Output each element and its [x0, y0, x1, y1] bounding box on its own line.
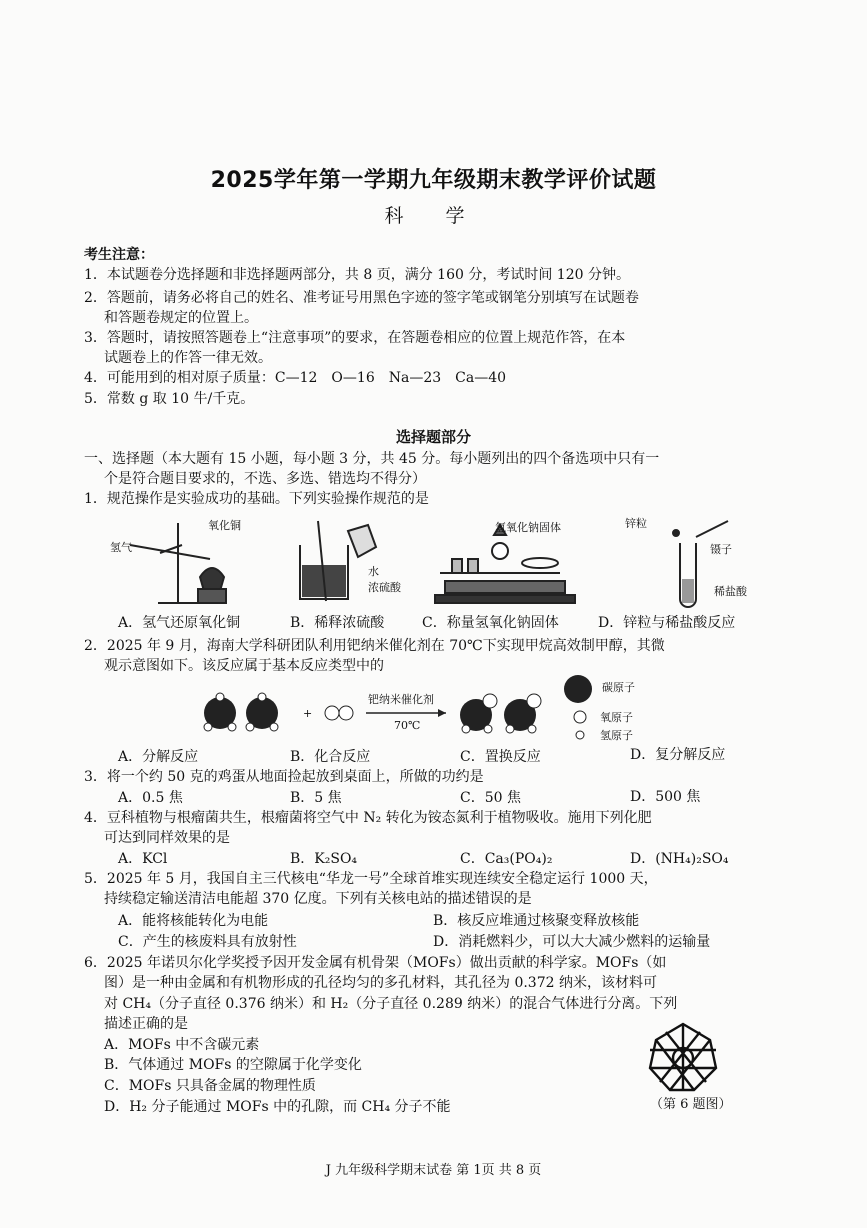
question-5-stem: 5．2025 年 5 月，我国自主三代核电“华龙一号”全球首堆实现连续安全稳定运行 1000 天， — [84, 871, 658, 887]
methanol-molecules — [460, 694, 541, 733]
atom-legend — [564, 675, 592, 739]
part1-instructions: 个是符合题目要求的，不选、多选、错选均不得分） — [104, 471, 426, 487]
arrow-head — [438, 709, 446, 717]
page-footer: J 九年级科学期末试卷 第 1页 共 8 页 — [325, 1163, 542, 1178]
legend-carbon: 碳原子 — [602, 681, 635, 694]
question-6-option-b: B．气体通过 MOFs 的空隙属于化学变化 — [104, 1057, 362, 1073]
notice-item: 和答题卷规定的位置上。 — [104, 310, 258, 326]
notice-item: 试题卷上的作答一律无效。 — [104, 350, 272, 366]
question-4-stem: 4．豆科植物与根瘤菌共生，根瘤菌将空气中 N₂ 转化为铵态氮利于植物吸收。施用下列化肥 — [84, 810, 652, 826]
legend-hydrogen: 氢原子 — [600, 729, 633, 742]
label-hcl: 稀盐酸 — [714, 585, 747, 598]
question-3-option-b: B．5 焦 — [290, 790, 342, 806]
dilution-beaker — [300, 521, 376, 601]
figure-6-caption: （第 6 题图） — [650, 1097, 732, 1112]
notice-item: 4．可能用到的相对原子质量：C—12 O—16 Na—23 Ca—40 — [84, 370, 507, 386]
question-4-option-d: D．(NH₄)₂SO₄ — [630, 851, 729, 867]
question-5-stem: 持续稳定输送清洁电能超 370 亿度。下列有关核电站的描述错误的是 — [104, 891, 532, 907]
question-6-stem: 描述正确的是 — [104, 1016, 188, 1032]
question-1-option-d: D．锌粒与稀盐酸反应 — [598, 615, 736, 631]
question-3-stem: 3．将一个约 50 克的鸡蛋从地面捡起放到桌面上，所做的功约是 — [84, 769, 484, 785]
part1-instructions: 一、选择题（本大题有 15 小题，每小题 3 分，共 45 分。每小题列出的四个备选项中只有一 — [84, 451, 660, 467]
question-6-option-a: A．MOFs 中不含碳元素 — [104, 1037, 260, 1053]
question-2-stem: 观示意图如下。该反应属于基本反应类型中的 — [104, 658, 384, 674]
label-tweezer: 镊子 — [710, 543, 732, 556]
notice-item: 3．答题时，请按照答题卷上“注意事项”的要求，在答题卷相应的位置上规范作答，在本 — [84, 330, 626, 346]
question-1-figure — [100, 515, 780, 615]
question-1-option-b: B．稀释浓硫酸 — [290, 615, 385, 631]
mofs-structure-figure — [646, 1020, 720, 1094]
question-6-option-d: D．H₂ 分子能通过 MOFs 中的孔隙，而 CH₄ 分子不能 — [104, 1099, 451, 1115]
question-5-option-a: A．能将核能转化为电能 — [118, 913, 269, 929]
question-5-option-b: B．核反应堆通过核聚变释放核能 — [433, 913, 640, 929]
exam-title: 2025学年第一学期九年级期末教学评价试题 — [210, 168, 657, 193]
methane-molecules — [204, 693, 278, 731]
question-6-option-c: C．MOFs 只具备金属的物理性质 — [104, 1078, 316, 1094]
question-2-stem: 2．2025 年 9 月，海南大学科研团队利用钯纳米催化剂在 70℃下实现甲烷高效制甲醇，其微 — [84, 638, 665, 654]
question-2-reaction-diagram — [190, 675, 710, 747]
label-zn: 锌粒 — [625, 517, 647, 530]
legend-oxygen: 氧原子 — [600, 711, 633, 724]
notice-item: 5．常数 g 取 10 牛/千克。 — [84, 391, 255, 407]
question-3-option-a: A．0.5 焦 — [118, 790, 183, 806]
temperature-label: 70℃ — [394, 719, 421, 732]
plus-sign: + — [303, 707, 313, 720]
question-6-stem: 图）是一种由金属和有机物形成的孔径均匀的多孔材料，其孔径为 0.372 纳米，该材料可 — [104, 975, 657, 991]
label-acid: 浓硫酸 — [368, 581, 401, 594]
question-3-option-c: C．50 焦 — [460, 790, 521, 806]
question-2-option-d: D．复分解反应 — [630, 747, 726, 763]
question-6-stem: 对 CH₄（分子直径 0.376 纳米）和 H₂（分子直径 0.289 纳米）的混合气体进行分离。下列 — [104, 996, 678, 1012]
question-6-stem: 6．2025 年诺贝尔化学奖授予因开发金属有机骨架（MOFs）做出贡献的科学家。MOFs（如 — [84, 955, 667, 971]
section-title: 选择题部分 — [395, 428, 471, 446]
balance-scale — [435, 525, 575, 603]
label-water: 水 — [368, 565, 379, 578]
question-5-option-d: D．消耗燃料少，可以大大减少燃料的运输量 — [433, 934, 711, 950]
catalyst-label: 钯纳米催化剂 — [368, 693, 434, 706]
question-2-option-b: B．化合反应 — [290, 749, 371, 765]
question-3-option-d: D．500 焦 — [630, 789, 701, 805]
notice-heading: 考生注意： — [84, 247, 154, 263]
question-4-option-b: B．K₂SO₄ — [290, 851, 358, 867]
label-naoh: 氢氧化钠固体 — [495, 521, 561, 534]
question-4-option-c: C．Ca₃(PO₄)₂ — [460, 851, 553, 867]
label-cuo: 氧化铜 — [208, 519, 241, 532]
question-4-stem: 可达到同样效果的是 — [104, 830, 230, 846]
oxygen-molecule — [325, 706, 353, 720]
question-1-stem: 1．规范操作是实验成功的基础。下列实验操作规范的是 — [84, 491, 429, 507]
hydrogen-reduction-apparatus — [130, 523, 226, 603]
question-2-option-a: A．分解反应 — [118, 749, 199, 765]
exam-subject: 科 学 — [384, 205, 483, 227]
question-4-option-a: A．KCl — [118, 851, 168, 867]
question-1-option-c: C．称量氢氧化钠固体 — [422, 615, 559, 631]
question-2-option-c: C．置换反应 — [460, 749, 541, 765]
notice-item: 1．本试题卷分选择题和非选择题两部分，共 8 页，满分 160 分，考试时间 120 分钟。 — [84, 267, 630, 283]
notice-item: 2．答题前，请务必将自己的姓名、准考证号用黑色字迹的签字笔或钢笔分别填写在试题卷 — [84, 290, 639, 306]
question-5-option-c: C．产生的核废料具有放射性 — [118, 934, 297, 950]
label-h2: 氢气 — [110, 541, 132, 554]
question-1-option-a: A．氢气还原氧化铜 — [118, 615, 241, 631]
